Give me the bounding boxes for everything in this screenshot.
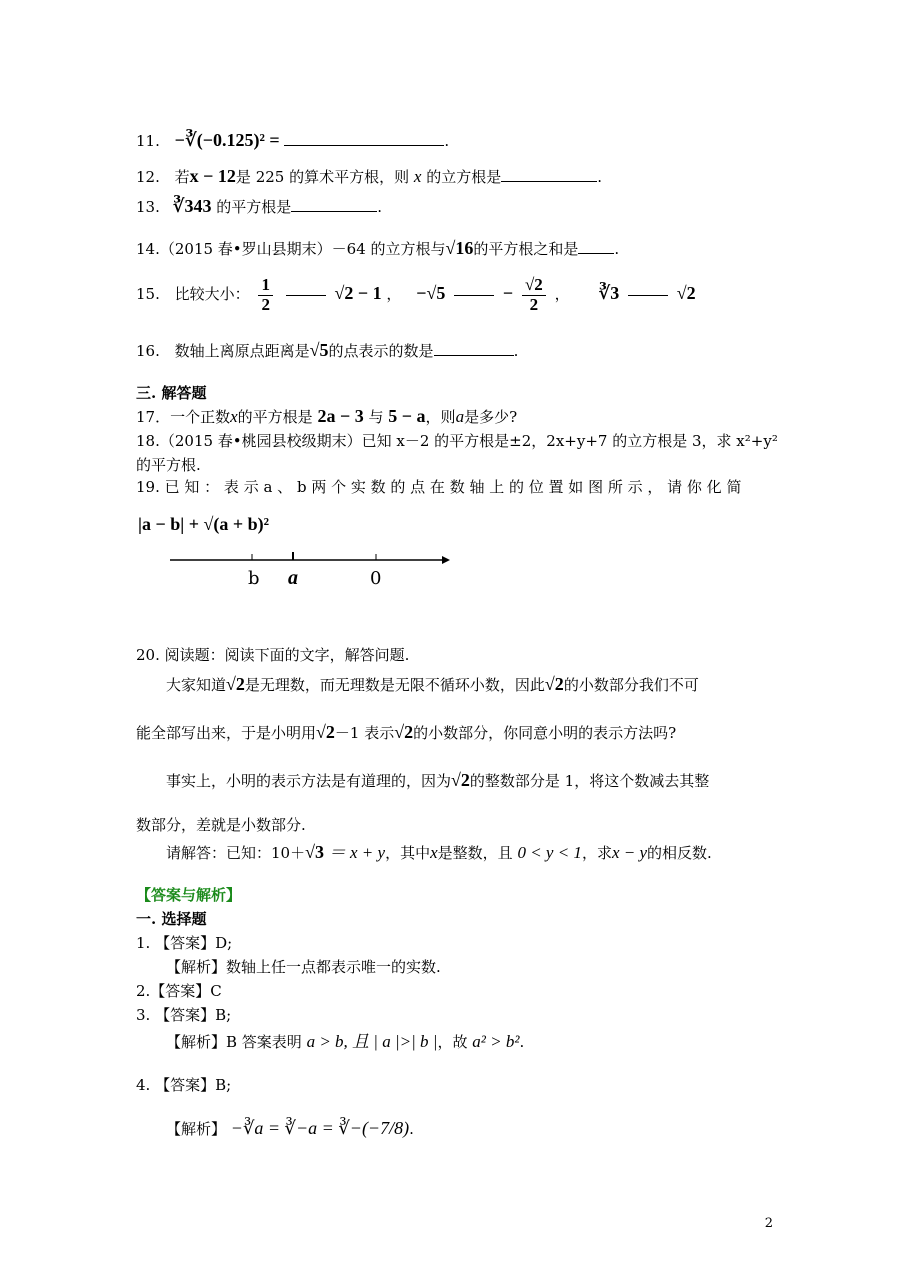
compare-blank xyxy=(286,295,326,296)
answer-1: 1. 【答案】D; xyxy=(136,934,233,952)
text: 事实上，小明的表示方法是有道理的，因为 xyxy=(166,772,452,790)
math-var: x xyxy=(430,843,438,862)
question-12 xyxy=(136,166,602,188)
text: 若 xyxy=(174,168,190,186)
text: ，则 xyxy=(425,408,456,426)
text: . xyxy=(409,1120,414,1138)
answer-2: 2.【答案】C xyxy=(136,982,222,1000)
text: －1 表示 xyxy=(334,724,395,742)
text: 的平方根之和是 xyxy=(473,240,579,258)
analysis-1: 【解析】数轴上任一点都表示唯一的实数. xyxy=(166,958,441,976)
question-number: 15. xyxy=(136,285,160,304)
question-18-line1: 18.（2015 春•桃园县校级期末）已知 x－2 的平方根是±2，2x+y+7 的立方根是 3，求 x²+y² xyxy=(136,432,778,450)
text: 【解析】B 答案表明 xyxy=(166,1033,302,1051)
math-expression: ∛343 xyxy=(172,196,212,216)
q20-paragraph-1b xyxy=(136,722,676,744)
q20-paragraph-1 xyxy=(166,674,699,696)
math-expression: |a − b| + √(a + b)² xyxy=(138,514,269,534)
q20-paragraph-2b: 数部分，差就是小数部分. xyxy=(136,816,306,834)
math-expression: x − 12 xyxy=(189,166,236,186)
period: . xyxy=(377,198,383,216)
text: . xyxy=(519,1033,525,1051)
math-expression: √2 xyxy=(451,770,470,790)
text: 的立方根是 xyxy=(426,168,502,186)
math-expression: √2 xyxy=(544,674,564,694)
number-line xyxy=(160,544,460,594)
period: . xyxy=(597,168,602,186)
question-11 xyxy=(136,130,449,152)
compare-blank xyxy=(628,295,668,296)
question-14 xyxy=(136,238,619,260)
math-expression: √2 xyxy=(226,674,245,694)
text: 比较大小： xyxy=(174,285,250,304)
text: ， xyxy=(554,285,570,304)
math-expression: √5 xyxy=(309,340,329,360)
question-number: 14. xyxy=(136,240,160,258)
question-19: 19. 已 知 ： 表 示 a 、 b 两 个 实 数 的 点 在 数 轴 上 的 位 置 如 图 所 示 ， 请 你 化 简 xyxy=(136,478,742,496)
math-expression: ＝ x + y xyxy=(328,843,386,862)
question-number: 13. xyxy=(136,198,160,216)
math-expression: −∛(−0.125)² = xyxy=(174,130,280,150)
math-expression: √2 xyxy=(316,722,335,742)
compare-blank xyxy=(454,295,494,296)
text: 是整数，且 xyxy=(437,844,513,862)
text: ， xyxy=(386,285,402,304)
question-16 xyxy=(136,340,518,362)
math-expression: √16 xyxy=(445,238,474,258)
question-13 xyxy=(136,196,382,218)
text: 的点表示的数是 xyxy=(328,342,434,360)
text: 大家知道 xyxy=(166,676,227,694)
period: . xyxy=(513,342,519,360)
math-expression: ∛3 xyxy=(598,283,620,304)
math-expression: √3 xyxy=(305,842,324,862)
analysis-3 xyxy=(166,1032,524,1052)
answer-blank xyxy=(578,241,614,254)
math-expression: 2a − 3 xyxy=(317,406,364,426)
arrow-head xyxy=(442,556,450,564)
text: 是无理数，而无理数是无限不循环小数，因此 xyxy=(244,676,545,694)
question-15 xyxy=(136,276,696,314)
question-17 xyxy=(136,406,517,428)
math-expression: √2 xyxy=(394,722,414,742)
math-expression: a² > b² xyxy=(472,1032,520,1051)
answer-blank xyxy=(434,343,514,356)
math-expression: a > b, 且 | a |>| b | xyxy=(306,1032,438,1051)
text: 的小数部分，你同意小明的表示方法吗? xyxy=(413,724,677,742)
math-var: a xyxy=(455,407,465,426)
answer-blank xyxy=(501,169,597,182)
fraction: $\frac{√2}{2}$ xyxy=(522,276,546,314)
text: 数轴上离原点距离是 xyxy=(174,342,310,360)
text: 的小数部分我们不可 xyxy=(563,676,699,694)
text: 【解析】 xyxy=(166,1120,227,1138)
math-expression: −∛a = ∛−a = ∛−(−7/8) xyxy=(230,1118,410,1138)
text: （2015 春•罗山县期末）－64 的立方根与 xyxy=(159,240,446,258)
section-heading: 三. 解答题 xyxy=(136,384,207,402)
answer-blank xyxy=(291,199,377,212)
math-expression: √2 − 1 xyxy=(334,283,382,304)
q20-paragraph-2 xyxy=(166,770,709,792)
math-expression: −√5 xyxy=(416,283,446,304)
text: 是多少? xyxy=(464,408,518,426)
text: 的整数部分是 1，将这个数减去其整 xyxy=(469,772,710,790)
axis-label-a: a xyxy=(288,567,298,589)
text: 是 225 的算术平方根，则 xyxy=(235,168,410,186)
question-number: 16. xyxy=(136,342,160,360)
answer-4: 4. 【答案】B; xyxy=(136,1076,232,1094)
period: . xyxy=(444,132,450,150)
section-heading: 一. 选择题 xyxy=(136,910,207,928)
text: 与 xyxy=(368,408,384,426)
question-20-title: 20. 阅读题：阅读下面的文字，解答问题. xyxy=(136,646,410,664)
axis-label-b: b xyxy=(248,568,260,589)
text: 能全部写出来，于是小明用 xyxy=(136,724,317,742)
text: ，故 xyxy=(437,1033,468,1051)
question-18-line2: 的平方根. xyxy=(136,456,201,474)
fraction: $\frac{1}{2}$ xyxy=(258,276,273,314)
answer-blank xyxy=(284,133,444,146)
math-var: x xyxy=(413,167,422,186)
math-expression: √2 xyxy=(676,283,696,304)
period: . xyxy=(614,240,620,258)
math-var: x xyxy=(230,407,238,426)
text: ，其中 xyxy=(385,844,431,862)
answer-3: 3. 【答案】B; xyxy=(136,1006,232,1024)
text: 请解答：已知：10＋ xyxy=(166,844,306,862)
axis-label-0: 0 xyxy=(370,568,382,589)
text: 的平方根是 xyxy=(216,198,292,216)
text: 17．一个正数 xyxy=(136,408,231,426)
question-number: 11. xyxy=(136,132,160,150)
math-expression: 0 < y < 1 xyxy=(517,843,582,862)
question-number: 12. xyxy=(136,168,160,186)
text: ，求 xyxy=(581,844,612,862)
analysis-4 xyxy=(166,1118,414,1140)
answers-header: 【答案与解析】 xyxy=(136,886,242,904)
math-expression: 5 − a xyxy=(388,406,426,426)
math-expression: x − y xyxy=(611,843,648,862)
page-number: 2 xyxy=(764,1216,773,1231)
q20-paragraph-3 xyxy=(166,842,712,864)
math-sign: − xyxy=(502,283,514,304)
text: 的平方根是 xyxy=(237,408,313,426)
text: 的相反数. xyxy=(647,844,712,862)
